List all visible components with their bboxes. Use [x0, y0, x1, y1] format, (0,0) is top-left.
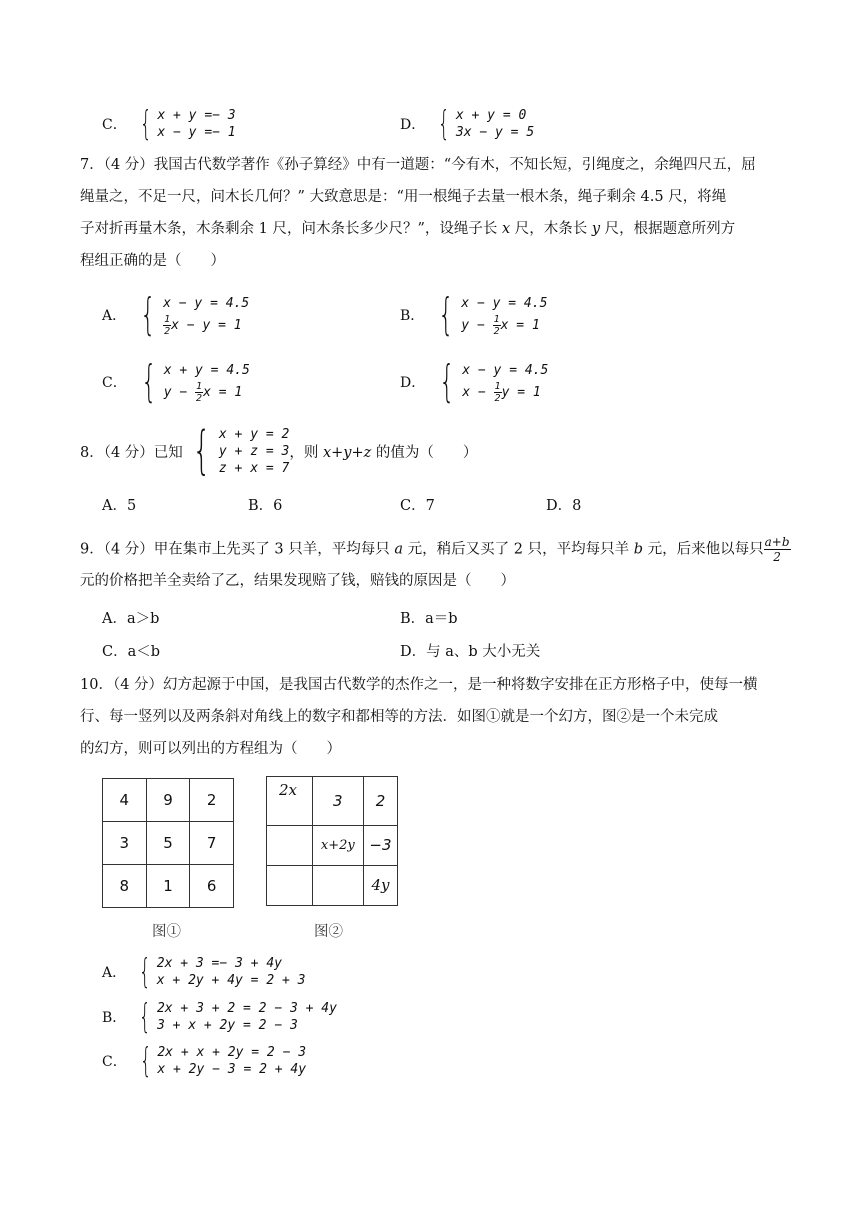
q7-text-line: 绳量之，不足一尺，问木长几何？” 大致意思是：“用一根绳子去量一根木条，绳子剩余 4.5 尺，将绳	[80, 189, 727, 205]
brace-icon: {	[139, 1041, 152, 1081]
text: 尺，木条长	[510, 221, 592, 237]
equation: z + x = 7	[218, 460, 290, 476]
text: x − y = 1	[171, 317, 242, 333]
q10-option-a	[102, 952, 306, 992]
question-suffix	[289, 441, 477, 462]
q7-option-b	[400, 289, 548, 340]
fraction	[493, 314, 501, 337]
brace-icon: {	[138, 952, 151, 992]
grid-cell: 6	[190, 865, 234, 908]
grid-cell: 4	[103, 779, 147, 822]
option-label: C．	[102, 1054, 127, 1070]
grid-cell: x+2y	[312, 825, 363, 865]
denominator: 2	[494, 392, 501, 404]
equation: x + y = 2	[218, 426, 290, 442]
equation: x − y = 4.5	[461, 295, 548, 311]
numerator: 1	[164, 313, 171, 325]
equation: x + y =− 3	[157, 108, 236, 123]
equation: x − y = 4.5	[163, 295, 250, 311]
q6-option-c	[102, 104, 236, 144]
q10-option-b	[102, 997, 337, 1037]
q6-option-d	[400, 104, 535, 144]
q8-option-d	[546, 494, 581, 515]
option-label: A．	[102, 965, 127, 981]
option-label: D．	[546, 498, 573, 514]
equation: x + 2y − 3 = 2 + 4y	[157, 1062, 307, 1077]
equation: x + y = 0	[455, 108, 527, 123]
magic-square-figure-2	[266, 776, 398, 906]
q7-text-line: 程组正确的是（ ）	[80, 253, 225, 269]
question-prefix: 8．（4 分）已知	[80, 444, 183, 461]
q10-option-c	[102, 1041, 307, 1081]
text: 9．（4 分）甲在集市上先买了 3 只羊，平均每只	[80, 541, 395, 558]
numerator: a+b	[764, 535, 790, 549]
numerator: 1	[494, 380, 501, 392]
option-value: 8	[572, 498, 582, 514]
grid-cell	[267, 825, 313, 865]
brace-icon: {	[192, 421, 211, 481]
equation: 2x + x + 2y = 2 − 3	[157, 1045, 307, 1060]
q9-option-b: B．a＝b	[400, 611, 458, 627]
q7-option-d	[400, 356, 549, 407]
fraction	[764, 535, 791, 564]
q9-option-d: D．与 a、b 大小无关	[400, 644, 541, 660]
var-b: b	[633, 541, 643, 558]
brace-icon: {	[438, 289, 454, 340]
equation: 3 + x + 2y = 2 − 3	[156, 1018, 298, 1033]
text: 尺，根据题意所列方	[600, 221, 736, 237]
numerator: 1	[196, 380, 203, 392]
option-label: B．	[400, 308, 425, 324]
equation: 2x + 3 =− 3 + 4y	[156, 956, 282, 971]
denominator: 2	[773, 550, 781, 564]
q7-text-line: 7．（4 分）我国古代数学著作《孙子算经》中有一道题：“今有木，不知长短，引绳度之，余绳四尺五，屈	[80, 157, 756, 173]
figure-1-caption: 图①	[152, 924, 181, 940]
equation: x + 2y + 4y = 2 + 3	[156, 973, 306, 988]
text: x −	[462, 384, 494, 400]
magic-square-figure-1	[102, 778, 234, 908]
equation: x + y = 4.5	[163, 362, 250, 378]
grid-cell: 2	[363, 777, 397, 826]
equation: 3x − y = 5	[455, 125, 535, 140]
q8-option-a	[102, 494, 136, 515]
option-value: 7	[425, 498, 435, 514]
option-label: A．	[102, 498, 127, 514]
denominator: 2	[164, 325, 171, 337]
brace-icon: {	[140, 289, 156, 340]
fraction	[195, 381, 203, 404]
brace-icon: {	[438, 104, 451, 144]
equation	[164, 381, 250, 404]
option-label: B．	[248, 498, 274, 514]
grid-cell: 7	[190, 822, 234, 865]
grid-cell: −3	[363, 825, 397, 865]
text: y −	[461, 317, 493, 333]
q8-option-b	[248, 494, 282, 515]
q10-text-line: 行、每一竖列以及两条斜对角线上的数字和都相等的方法．如图①就是一个幻方，图②是一个未完成	[80, 709, 718, 725]
var-a: a	[394, 541, 404, 558]
equation	[163, 314, 249, 337]
grid-cell: 3	[312, 777, 363, 826]
text: y = 1	[501, 384, 541, 400]
fraction	[163, 314, 171, 337]
var-y: y	[591, 221, 601, 237]
grid-cell: 2x	[267, 777, 313, 826]
text: y −	[163, 384, 196, 400]
denominator: 2	[196, 392, 203, 404]
equation: x − y = 4.5	[462, 362, 549, 378]
brace-icon: {	[141, 356, 157, 407]
equation	[461, 314, 547, 337]
grid-cell: 8	[103, 865, 147, 908]
q8-option-c	[400, 494, 435, 515]
expression: x+y+z	[322, 444, 372, 461]
grid-cell	[312, 865, 363, 905]
grid-cell	[267, 865, 313, 905]
q10-text-line: 10．（4 分）幻方起源于中国，是我国古代数学的杰作之一，是一种将数字安排在正方形格子中，使每一横	[80, 677, 758, 693]
brace-icon: {	[439, 356, 455, 407]
grid-cell: 3	[103, 822, 147, 865]
figure-2-caption: 图②	[314, 924, 343, 940]
text: 子对折再量木条，木条剩余 1 尺，问木条长多少尺？”，设绳子长	[80, 221, 502, 237]
q10-text-line: 的幻方，则可以列出的方程组为（ ）	[80, 741, 341, 757]
q7-option-a	[102, 289, 250, 340]
q9-option-a: A．a＞b	[102, 611, 160, 627]
var-x: x	[501, 221, 511, 237]
text: 的值为（ ）	[371, 444, 478, 461]
option-label: B．	[102, 1010, 127, 1026]
text: 元，稍后又买了 2 只，平均每只羊	[403, 541, 634, 558]
q8-question	[80, 421, 478, 481]
option-label: C．	[102, 117, 127, 133]
text: x = 1	[500, 317, 540, 333]
equation: y + z = 3	[218, 443, 290, 459]
option-label: C．	[102, 375, 127, 391]
q9-option-c: C．a＜b	[102, 644, 161, 660]
grid-cell: 2	[190, 779, 234, 822]
equation: x − y =− 1	[157, 125, 236, 140]
q9-text-line: 元的价格把羊全卖给了乙，结果发现赔了钱，赔钱的原因是（ ）	[80, 573, 515, 589]
text: 元，后来他以每只	[643, 541, 764, 558]
brace-icon: {	[139, 997, 152, 1037]
brace-icon: {	[139, 104, 152, 144]
q7-text-line	[80, 219, 735, 239]
option-label: C．	[400, 498, 426, 514]
option-label: A．	[102, 308, 127, 324]
option-label: D．	[400, 117, 426, 133]
option-label: D．	[400, 375, 426, 391]
grid-cell: 9	[146, 779, 190, 822]
equation: 2x + 3 + 2 = 2 − 3 + 4y	[156, 1001, 337, 1016]
option-value: 6	[273, 498, 283, 514]
fraction	[494, 381, 502, 404]
grid-cell: 5	[146, 822, 190, 865]
equation	[462, 381, 548, 404]
text: ，则	[289, 444, 323, 461]
grid-cell: 4y	[363, 865, 397, 905]
denominator: 2	[493, 325, 500, 337]
numerator: 1	[493, 313, 500, 325]
q9-text-line	[80, 535, 791, 564]
q7-option-c	[102, 356, 250, 407]
text: x = 1	[203, 384, 243, 400]
grid-cell: 1	[146, 865, 190, 908]
option-value: 5	[126, 498, 137, 514]
